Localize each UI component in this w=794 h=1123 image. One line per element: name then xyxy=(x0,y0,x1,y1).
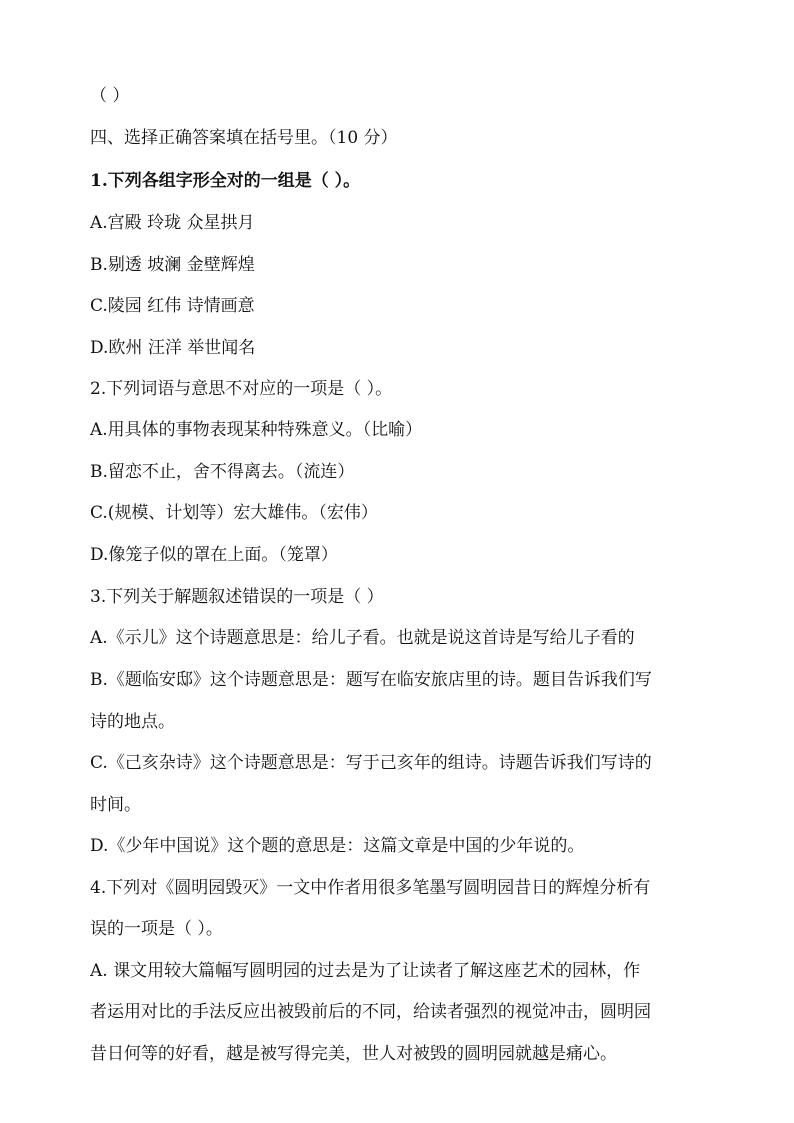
question-4-option-a-cont-2: 昔日何等的好看，越是被写得完美，世人对被毁的圆明园就越是痛心。 xyxy=(90,1044,617,1064)
answer-blank-line: （ ） xyxy=(90,86,130,106)
question-3-option-c-cont: 时间。 xyxy=(90,795,141,815)
question-1-option-c: C.陵园 红伟 诗情画意 xyxy=(90,296,255,316)
question-4-option-a: A. 课文用较大篇幅写圆明园的过去是为了让读者了解这座艺术的园林，作 xyxy=(90,961,641,981)
question-4-option-a-cont-1: 者运用对比的手法反应出被毁前后的不同，给读者强烈的视觉冲击，圆明园 xyxy=(90,1002,651,1022)
section-four-heading: 四、选择正确答案填在括号里。（10 分） xyxy=(90,128,398,148)
question-2-option-a: A.用具体的事物表现某种特殊意义。（比喻） xyxy=(90,420,423,440)
question-1-option-b: B.剔透 坡澜 金壁辉煌 xyxy=(90,255,255,275)
question-3-option-d: D.《少年中国说》这个题的意思是：这篇文章是中国的少年说的。 xyxy=(90,836,585,856)
question-2-option-d: D.像笼子似的罩在上面。（笼罩） xyxy=(90,545,338,565)
question-2-option-b: B.留恋不止，舍不得离去。（流连） xyxy=(90,462,355,482)
question-3-option-b-cont: 诗的地点。 xyxy=(90,712,175,732)
question-3-option-c: C.《己亥杂诗》这个诗题意思是：写于己亥年的组诗。诗题告诉我们写诗的 xyxy=(90,753,652,773)
question-2-option-c: C.(规模、计划等）宏大雄伟。（宏伟） xyxy=(90,503,378,523)
question-1-stem: 1.下列各组字形全对的一组是（ ）。 xyxy=(90,171,361,191)
question-4-stem: 4.下列对《圆明园毁灭》一文中作者用很多笔墨写圆明园昔日的辉煌分析有 xyxy=(90,878,651,898)
question-3-option-b: B.《题临安邸》这个诗题意思是：题写在临安旅店里的诗。题目告诉我们写 xyxy=(90,670,652,690)
question-3-option-a: A.《示儿》这个诗题意思是：给儿子看。也就是说这首诗是写给儿子看的 xyxy=(90,628,635,648)
question-3-stem: 3.下列关于解题叙述错误的一项是（ ） xyxy=(90,587,384,607)
question-1-option-a: A.宫殿 玲珑 众星拱月 xyxy=(90,213,255,233)
question-4-stem-cont: 误的一项是（ ）。 xyxy=(90,919,223,939)
question-1-option-d: D.欧州 汪洋 举世闻名 xyxy=(90,338,256,358)
question-2-stem: 2.下列词语与意思不对应的一项是（ ）。 xyxy=(90,379,393,399)
